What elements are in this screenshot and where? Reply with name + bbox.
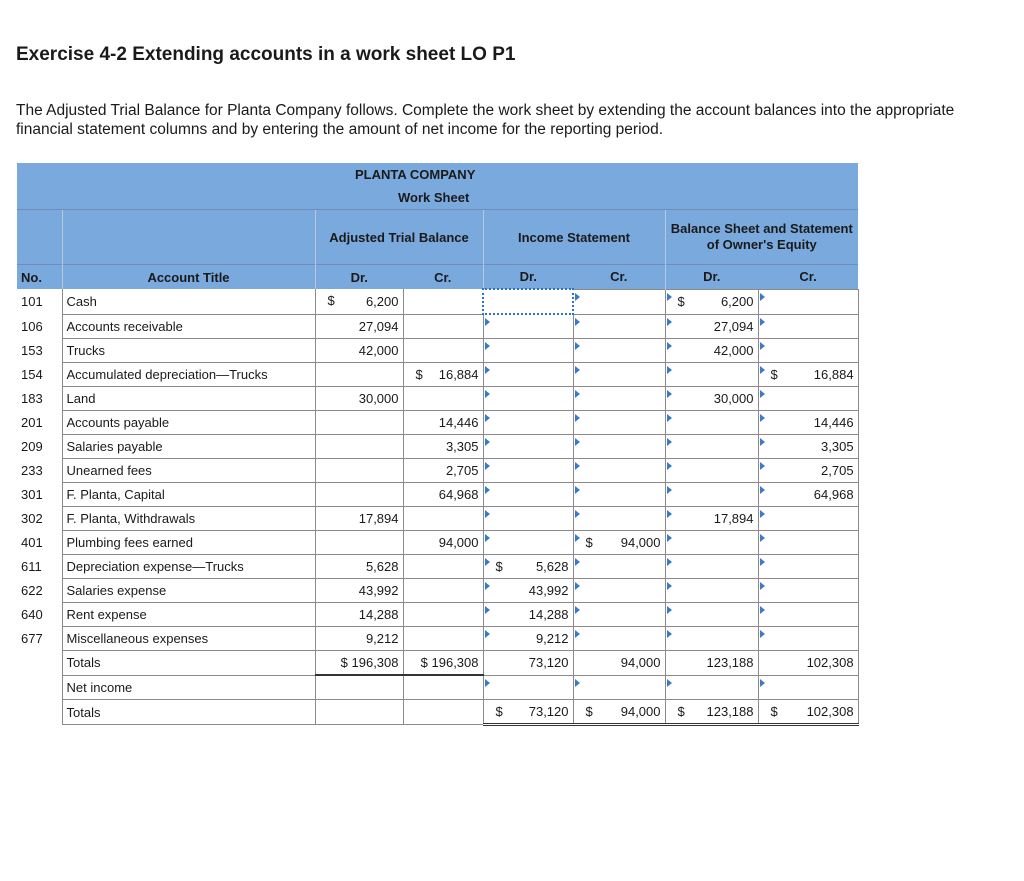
bs-dr-input[interactable]	[665, 363, 758, 387]
is-dr-input[interactable]	[483, 579, 573, 603]
final-totals-label: Totals	[62, 700, 315, 725]
bs-cr-input[interactable]	[758, 555, 858, 579]
cell-value: 64,968	[438, 487, 479, 502]
account-title: Miscellaneous expenses	[62, 627, 315, 651]
is-cr-input[interactable]	[573, 411, 665, 435]
account-row	[17, 363, 858, 387]
is-dr-input[interactable]	[483, 459, 573, 483]
balance-sheet-header: Balance Sheet and Statement of Owner's Equity	[665, 210, 858, 265]
bs-dr-input[interactable]	[665, 483, 758, 507]
atb-dr-value	[315, 579, 403, 603]
dollar-sign: $	[495, 559, 503, 574]
exercise-title: Exercise 4-2 Extending accounts in a work sheet LO P1	[16, 44, 516, 65]
atb-dr-value	[315, 459, 403, 483]
cell-value: 14,288	[528, 607, 569, 622]
account-row	[17, 627, 858, 651]
bs-dr-input[interactable]	[665, 339, 758, 363]
is-cr-input[interactable]	[573, 435, 665, 459]
is-dr-input[interactable]	[483, 603, 573, 627]
cell-value: 64,968	[813, 487, 854, 502]
bs-dr-input[interactable]	[665, 459, 758, 483]
cell-value: 3,305	[821, 439, 854, 454]
bs-cr-input[interactable]	[758, 435, 858, 459]
account-title: Land	[62, 387, 315, 411]
is-cr-input[interactable]	[573, 339, 665, 363]
is-dr-input[interactable]	[483, 531, 573, 555]
atb-dr-value	[315, 387, 403, 411]
bs-cr-input[interactable]	[758, 507, 858, 531]
account-number: 209	[21, 439, 43, 454]
blank-cell	[315, 700, 403, 725]
totals-label: Totals	[62, 651, 315, 676]
account-row	[17, 483, 858, 507]
is-dr-input[interactable]	[483, 289, 573, 314]
cell-value: 14,288	[358, 607, 399, 622]
cell-value: 30,000	[713, 391, 754, 406]
account-title: Rent expense	[62, 603, 315, 627]
col-account-header: Account Title	[62, 265, 315, 290]
bs-cr-input[interactable]	[758, 387, 858, 411]
atb-dr-value	[315, 339, 403, 363]
col-is-dr-header: Dr.	[483, 265, 573, 290]
bs-dr-input[interactable]	[665, 387, 758, 411]
col-no-header: No.	[17, 265, 62, 290]
account-row	[17, 435, 858, 459]
bs-dr-total: 123,188	[665, 651, 758, 676]
atb-cr-value	[403, 603, 483, 627]
account-number: 301	[21, 487, 43, 502]
bs-cr-total: 102,308	[758, 651, 858, 676]
dollar-sign: $	[585, 704, 593, 719]
atb-dr-value	[315, 289, 403, 314]
atb-dr-value	[315, 483, 403, 507]
dollar-sign: $	[677, 293, 685, 309]
account-title: F. Planta, Capital	[62, 483, 315, 507]
bs-cr-input[interactable]	[758, 579, 858, 603]
atb-cr-value	[403, 483, 483, 507]
cell-value: 94,000	[620, 535, 661, 550]
atb-dr-value	[315, 627, 403, 651]
blank-cell	[315, 675, 403, 700]
is-cr-input[interactable]	[573, 314, 665, 339]
cell-value: 6,200	[365, 293, 399, 309]
dollar-sign: $	[677, 704, 685, 719]
atb-dr-value	[315, 411, 403, 435]
cell-value: 14,446	[813, 415, 854, 430]
account-row	[17, 579, 858, 603]
is-cr-input[interactable]	[573, 363, 665, 387]
account-row	[17, 459, 858, 483]
account-row	[17, 314, 858, 339]
cell-value: 43,992	[528, 583, 569, 598]
work-sheet-table	[17, 163, 859, 726]
account-row	[17, 387, 858, 411]
is-dr-input[interactable]	[483, 411, 573, 435]
atb-dr-total: $ 196,308	[315, 651, 403, 676]
bs-dr-input[interactable]	[665, 603, 758, 627]
is-cr-final-total	[573, 700, 665, 725]
account-number: 201	[21, 415, 43, 430]
cell-value: 5,628	[535, 559, 569, 574]
cell-value: 102,308	[806, 704, 854, 719]
account-title: Trucks	[62, 339, 315, 363]
bs-cr-input[interactable]	[758, 289, 858, 314]
is-cr-input[interactable]	[573, 387, 665, 411]
dollar-sign: $	[585, 535, 593, 550]
atb-cr-value	[403, 435, 483, 459]
atb-cr-value	[403, 555, 483, 579]
cell-value: 94,000	[438, 535, 479, 550]
account-number: 611	[21, 559, 42, 574]
cell-value: 27,094	[358, 318, 399, 334]
atb-dr-value	[315, 435, 403, 459]
cell-value: 3,305	[445, 439, 479, 454]
is-dr-input[interactable]	[483, 363, 573, 387]
bs-cr-input[interactable]	[758, 603, 858, 627]
bs-dr-input[interactable]	[665, 531, 758, 555]
is-dr-total: 73,120	[483, 651, 573, 676]
account-title: Salaries payable	[62, 435, 315, 459]
bs-dr-input[interactable]	[665, 555, 758, 579]
blank-cell	[17, 675, 62, 700]
is-dr-input[interactable]	[483, 339, 573, 363]
cell-value: 6,200	[720, 294, 754, 309]
account-number: 153	[21, 343, 43, 358]
atb-cr-total: $ 196,308	[403, 651, 483, 676]
col-bs-cr-header: Cr.	[758, 265, 858, 290]
account-row	[17, 507, 858, 531]
cell-value: 9,212	[365, 631, 399, 646]
col-atb-cr-header: Cr.	[403, 265, 483, 290]
cell-value: 73,120	[528, 704, 569, 719]
bs-cr-input[interactable]	[758, 411, 858, 435]
account-row	[17, 411, 858, 435]
net-income-bs-cr-input[interactable]	[758, 675, 858, 700]
cell-value: 43,992	[358, 583, 399, 598]
atb-cr-value	[403, 459, 483, 483]
is-cr-input[interactable]	[573, 555, 665, 579]
bs-dr-final-total	[665, 700, 758, 725]
col-is-cr-header: Cr.	[573, 265, 665, 290]
is-cr-input[interactable]	[573, 507, 665, 531]
is-dr-input[interactable]	[483, 435, 573, 459]
is-cr-input[interactable]	[573, 459, 665, 483]
account-number: 302	[21, 511, 43, 526]
account-row	[17, 603, 858, 627]
account-title: Unearned fees	[62, 459, 315, 483]
cell-value: 42,000	[713, 343, 754, 358]
blank-cell	[17, 651, 62, 676]
net-income-row	[17, 675, 858, 700]
account-number: 154	[21, 367, 43, 382]
is-cr-input[interactable]	[573, 603, 665, 627]
bs-cr-final-total	[758, 700, 858, 725]
bs-cr-input[interactable]	[758, 363, 858, 387]
dollar-sign: $	[415, 367, 423, 382]
bs-dr-input[interactable]	[665, 579, 758, 603]
account-row	[17, 289, 858, 314]
account-title: Accumulated depreciation—Trucks	[62, 363, 315, 387]
bs-cr-input[interactable]	[758, 314, 858, 339]
blank-cell	[403, 700, 483, 725]
account-number: 233	[21, 463, 43, 478]
atb-cr-value	[403, 289, 483, 314]
cell-value: 16,884	[438, 367, 479, 382]
net-income-is-dr-input[interactable]	[483, 675, 573, 700]
is-dr-input[interactable]	[483, 483, 573, 507]
net-income-bs-dr-input[interactable]	[665, 675, 758, 700]
account-number: 640	[21, 607, 43, 622]
bs-dr-input[interactable]	[665, 435, 758, 459]
is-dr-final-total	[483, 700, 573, 725]
cell-value: 27,094	[713, 318, 754, 334]
is-dr-input[interactable]	[483, 555, 573, 579]
cell-value: 30,000	[358, 391, 399, 406]
instructions-text: The Adjusted Trial Balance for Planta Company follows. Complete the work sheet by extending the account balances into the appropriate financial statement columns and by entering the amount of net income for the reporting period.	[16, 102, 955, 138]
cell-value: 2,705	[445, 463, 479, 478]
is-cr-input[interactable]	[573, 531, 665, 555]
atb-cr-value	[403, 411, 483, 435]
adjusted-trial-balance-header: Adjusted Trial Balance	[315, 210, 483, 265]
atb-cr-value	[403, 579, 483, 603]
bs-dr-input[interactable]	[665, 314, 758, 339]
bs-dr-input[interactable]	[665, 411, 758, 435]
atb-cr-value	[403, 507, 483, 531]
final-totals-row	[17, 700, 858, 725]
bs-dr-input[interactable]	[665, 289, 758, 314]
account-title: Accounts payable	[62, 411, 315, 435]
cell-value: 16,884	[813, 367, 854, 382]
cell-value: 9,212	[535, 631, 569, 646]
worksheet-subtitle: Work Sheet	[315, 186, 858, 210]
cell-value: 17,894	[713, 511, 754, 526]
account-number: 183	[21, 391, 43, 406]
account-title: Salaries expense	[62, 579, 315, 603]
account-row	[17, 531, 858, 555]
cell-value: 94,000	[620, 704, 661, 719]
cell-value: 5,628	[365, 559, 399, 574]
bs-cr-input[interactable]	[758, 531, 858, 555]
bs-dr-input[interactable]	[665, 627, 758, 651]
blank-cell	[403, 675, 483, 700]
atb-dr-value	[315, 363, 403, 387]
account-number: 101	[21, 294, 43, 309]
atb-dr-value	[315, 531, 403, 555]
account-number: 401	[21, 535, 43, 550]
income-statement-header: Income Statement	[483, 210, 665, 265]
is-cr-input[interactable]	[573, 579, 665, 603]
net-income-label: Net income	[62, 675, 315, 700]
cell-value: 17,894	[358, 511, 399, 526]
is-dr-input[interactable]	[483, 627, 573, 651]
col-bs-dr-header: Dr.	[665, 265, 758, 290]
is-cr-total: 94,000	[573, 651, 665, 676]
account-number: 106	[21, 318, 43, 334]
dollar-sign: $	[327, 293, 335, 308]
bs-cr-input[interactable]	[758, 483, 858, 507]
account-number: 622	[21, 583, 43, 598]
is-dr-input[interactable]	[483, 507, 573, 531]
account-title: Cash	[62, 289, 315, 314]
atb-cr-value	[403, 363, 483, 387]
bs-cr-input[interactable]	[758, 459, 858, 483]
dollar-sign: $	[495, 704, 503, 719]
is-cr-input[interactable]	[573, 483, 665, 507]
atb-dr-value	[315, 507, 403, 531]
cell-value: 14,446	[438, 415, 479, 430]
bs-cr-input[interactable]	[758, 627, 858, 651]
dollar-sign: $	[770, 704, 778, 719]
cell-value: 42,000	[358, 343, 399, 358]
atb-cr-value	[403, 531, 483, 555]
is-cr-input[interactable]	[573, 627, 665, 651]
bs-cr-input[interactable]	[758, 339, 858, 363]
net-income-is-cr-input[interactable]	[573, 675, 665, 700]
account-number: 677	[21, 631, 43, 646]
atb-dr-value	[315, 603, 403, 627]
totals-row	[17, 651, 858, 676]
atb-cr-value	[403, 339, 483, 363]
dollar-sign: $	[770, 367, 778, 382]
is-dr-input[interactable]	[483, 387, 573, 411]
atb-cr-value	[403, 627, 483, 651]
account-row	[17, 555, 858, 579]
atb-cr-value	[403, 314, 483, 339]
is-cr-input[interactable]	[573, 289, 665, 314]
atb-cr-value	[403, 387, 483, 411]
account-row	[17, 339, 858, 363]
cell-value: 123,188	[706, 704, 754, 719]
col-atb-dr-header: Dr.	[315, 265, 403, 290]
account-title: Accounts receivable	[62, 314, 315, 339]
atb-dr-value	[315, 314, 403, 339]
cell-value: 2,705	[821, 463, 854, 478]
bs-dr-input[interactable]	[665, 507, 758, 531]
account-title: Plumbing fees earned	[62, 531, 315, 555]
is-dr-input[interactable]	[483, 314, 573, 339]
account-title: F. Planta, Withdrawals	[62, 507, 315, 531]
atb-dr-value	[315, 555, 403, 579]
company-name: PLANTA COMPANY	[315, 163, 858, 186]
blank-cell	[17, 700, 62, 725]
account-title: Depreciation expense—Trucks	[62, 555, 315, 579]
